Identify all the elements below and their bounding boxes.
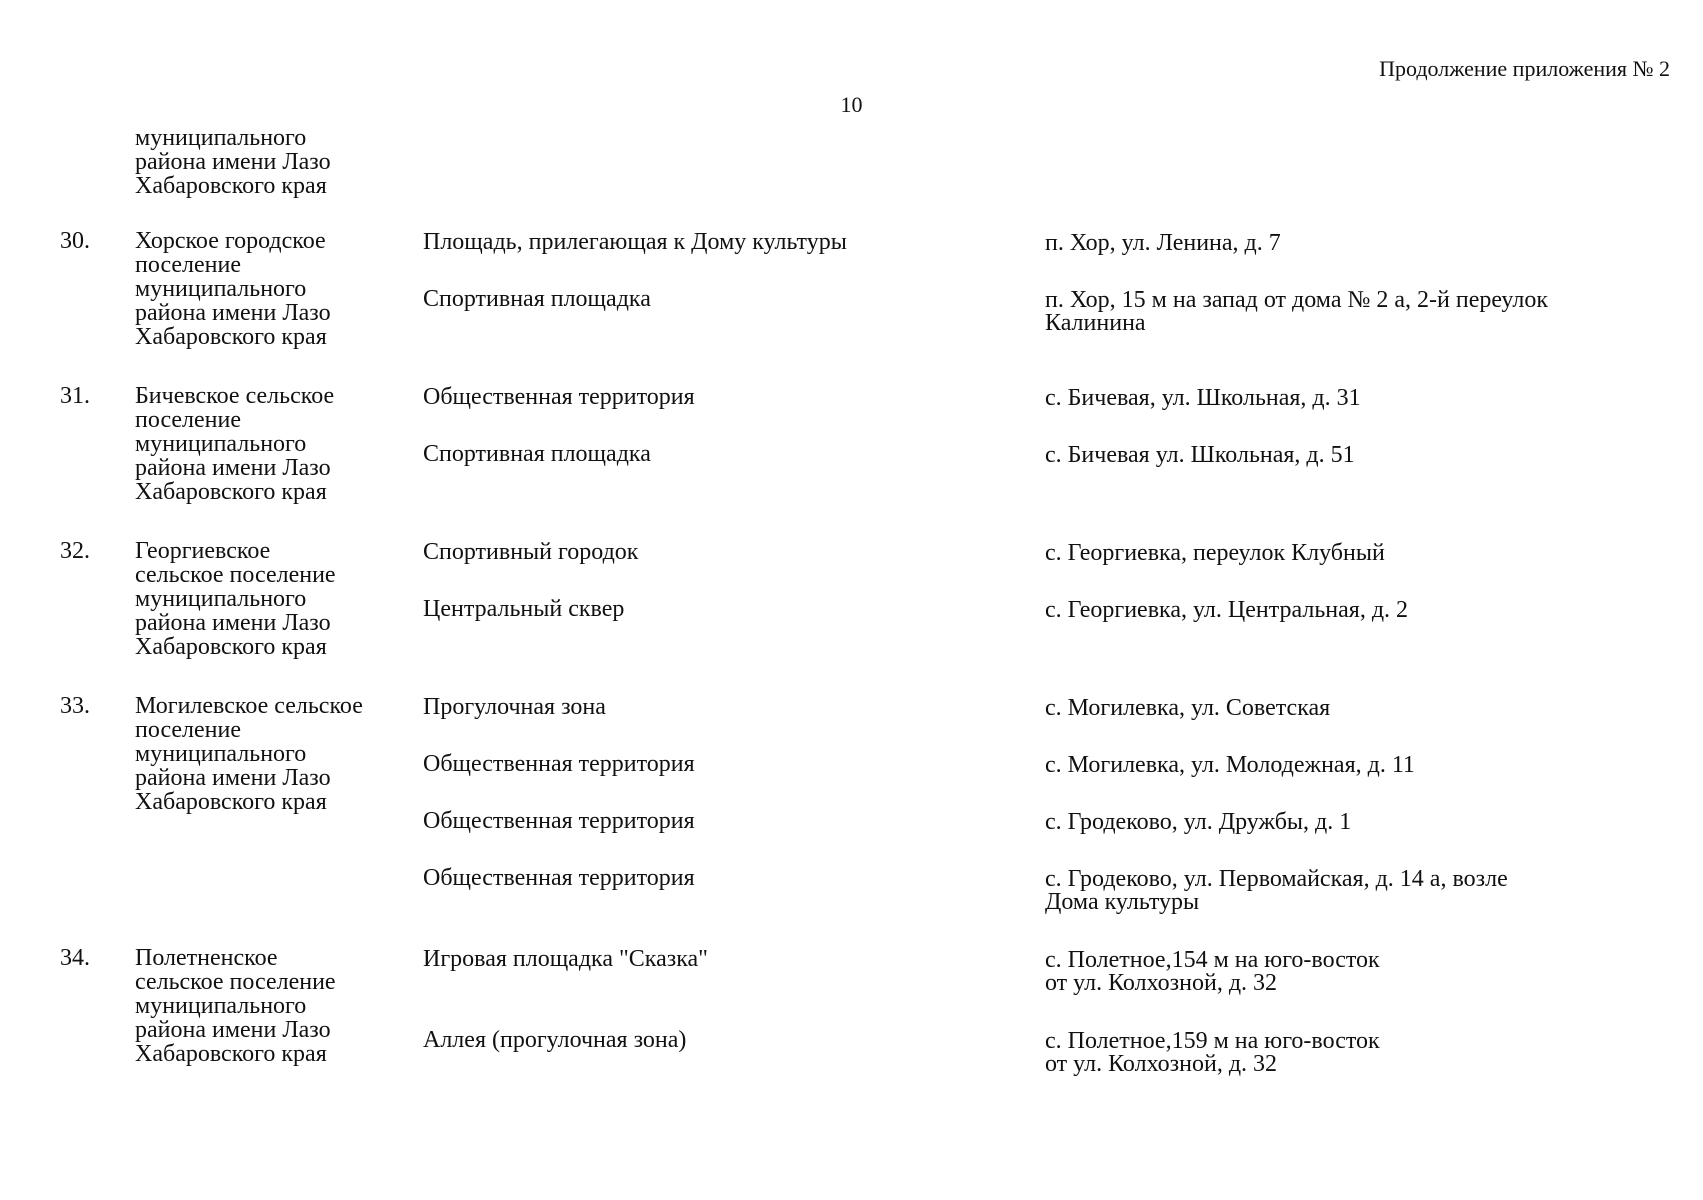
address-line: с. Полетное,154 м на юго-восток bbox=[1045, 947, 1380, 973]
municipality-line: муниципального bbox=[135, 276, 307, 302]
object-address bbox=[1045, 868, 1675, 914]
municipality-line: поселение bbox=[135, 717, 242, 743]
object-name: Спортивная площадка bbox=[423, 286, 651, 312]
entry-number: 33. bbox=[60, 693, 90, 719]
entry-number: 31. bbox=[60, 383, 90, 409]
object-address bbox=[1045, 599, 1675, 622]
object-name: Общественная территория bbox=[423, 865, 695, 891]
address-line: с. Гродеково, ул. Дружбы, д. 1 bbox=[1045, 809, 1352, 835]
address-line: п. Хор, 15 м на запад от дома № 2 а, 2-й переулок bbox=[1045, 287, 1548, 313]
municipality-line: района имени Лазо bbox=[135, 455, 331, 481]
address-line: с. Полетное,159 м на юго-восток bbox=[1045, 1028, 1380, 1054]
municipality-line: Хабаровского края bbox=[135, 1041, 327, 1067]
object-address bbox=[1045, 387, 1675, 410]
municipality-line: Хабаровского края bbox=[135, 789, 327, 815]
object-name: Общественная территория bbox=[423, 751, 695, 777]
object-address bbox=[1045, 289, 1675, 335]
municipality-line: муниципального bbox=[135, 431, 307, 457]
address-line: от ул. Колхозной, д. 32 bbox=[1045, 1051, 1278, 1077]
municipality-line: муниципального bbox=[135, 993, 307, 1019]
object-name: Площадь, прилегающая к Дому культуры bbox=[423, 229, 847, 255]
address-line: с. Могилевка, ул. Молодежная, д. 11 bbox=[1045, 752, 1415, 778]
municipality-line: сельское поселение bbox=[135, 969, 336, 995]
municipality-name bbox=[135, 229, 425, 349]
object-address bbox=[1045, 949, 1675, 995]
object-name: Прогулочная зона bbox=[423, 694, 606, 720]
address-line: с. Георгиевка, ул. Центральная, д. 2 bbox=[1045, 597, 1409, 623]
address-line: с. Гродеково, ул. Первомайская, д. 14 а, возле bbox=[1045, 866, 1508, 892]
object-address bbox=[1045, 811, 1675, 834]
object-name: Общественная территория bbox=[423, 384, 695, 410]
municipality-line: Георгиевское bbox=[135, 538, 271, 564]
address-line: с. Бичевая, ул. Школьная, д. 31 bbox=[1045, 385, 1361, 411]
municipality-line: сельское поселение bbox=[135, 562, 336, 588]
municipality-name bbox=[135, 384, 425, 504]
address-line: Калинина bbox=[1045, 310, 1146, 336]
municipality-name bbox=[135, 694, 425, 814]
municipality-line: Хорское городское bbox=[135, 228, 326, 254]
object-address bbox=[1045, 1030, 1675, 1076]
object-address bbox=[1045, 542, 1675, 565]
address-line: с. Бичевая ул. Школьная, д. 51 bbox=[1045, 442, 1355, 468]
object-address bbox=[1045, 697, 1675, 720]
municipality-line: района имени Лазо bbox=[135, 765, 331, 791]
municipality-line: поселение bbox=[135, 407, 242, 433]
municipality-line: Хабаровского края bbox=[135, 324, 327, 350]
municipality-line: Хабаровского края bbox=[135, 479, 327, 505]
municipality-line: муниципального bbox=[135, 125, 307, 151]
municipality-line: Бичевское сельское bbox=[135, 383, 335, 409]
municipality-line: района имени Лазо bbox=[135, 1017, 331, 1043]
object-name: Игровая площадка "Сказка" bbox=[423, 946, 708, 972]
appendix-continuation-note: Продолжение приложения № 2 bbox=[1379, 56, 1670, 81]
municipality-line: Полетненское bbox=[135, 945, 278, 971]
object-name: Спортивный городок bbox=[423, 539, 639, 565]
object-name: Общественная территория bbox=[423, 808, 695, 834]
municipality-line: Хабаровского края bbox=[135, 634, 327, 660]
municipality-line: района имени Лазо bbox=[135, 149, 331, 175]
municipality-line: муниципального bbox=[135, 586, 307, 612]
entry-number: 34. bbox=[60, 945, 90, 971]
object-address bbox=[1045, 754, 1675, 777]
municipality-line: муниципального bbox=[135, 741, 307, 767]
address-line: п. Хор, ул. Ленина, д. 7 bbox=[1045, 230, 1281, 256]
address-line: с. Могилевка, ул. Советская bbox=[1045, 695, 1331, 721]
municipality-name bbox=[135, 539, 425, 659]
object-address bbox=[1045, 444, 1675, 467]
address-line: с. Георгиевка, переулок Клубный bbox=[1045, 540, 1385, 566]
municipality-line: района имени Лазо bbox=[135, 610, 331, 636]
municipality-line: Хабаровского края bbox=[135, 173, 327, 199]
continued-municipality bbox=[135, 126, 425, 198]
municipality-line: поселение bbox=[135, 252, 242, 278]
municipality-line: района имени Лазо bbox=[135, 300, 331, 326]
object-name: Центральный сквер bbox=[423, 596, 625, 622]
address-line: Дома культуры bbox=[1045, 889, 1200, 915]
municipality-line: Могилевское сельское bbox=[135, 693, 363, 719]
object-name: Аллея (прогулочная зона) bbox=[423, 1027, 687, 1053]
address-line: от ул. Колхозной, д. 32 bbox=[1045, 970, 1278, 996]
object-name: Спортивная площадка bbox=[423, 441, 651, 467]
entry-number: 30. bbox=[60, 228, 90, 254]
entry-number: 32. bbox=[60, 538, 90, 564]
municipality-name bbox=[135, 946, 425, 1066]
object-address bbox=[1045, 232, 1675, 255]
page-number: 10 bbox=[840, 92, 863, 117]
